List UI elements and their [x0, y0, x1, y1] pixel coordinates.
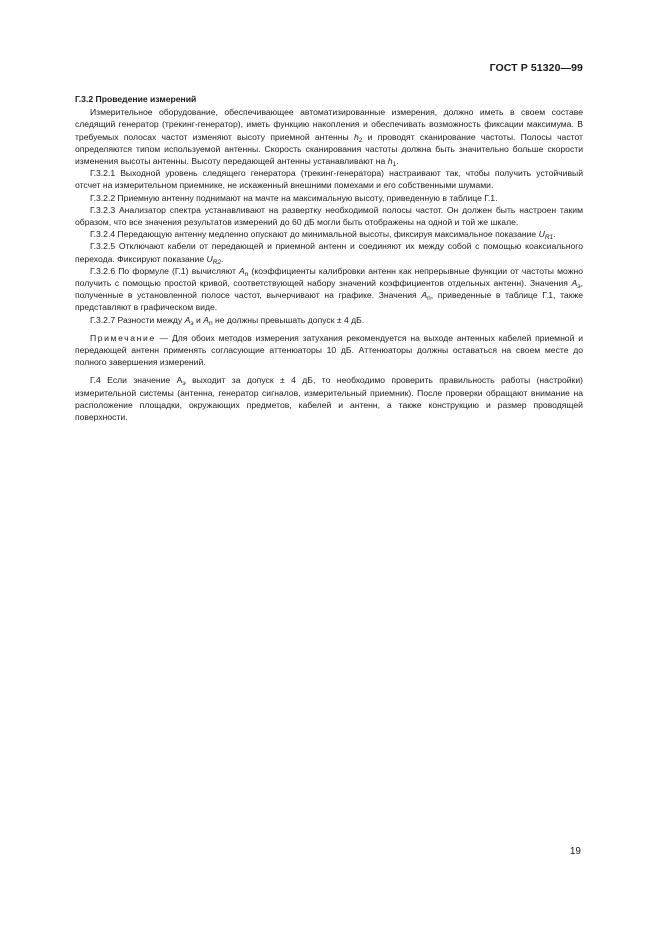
- text-run: , полученные в установленной полосе частот, вычерчивают на графике. Значения: [75, 278, 583, 301]
- text-run: , приведенные в таблице Г.1, также представляют в графическом виде.: [75, 290, 583, 313]
- symbol-a: A: [421, 290, 428, 301]
- text-run: и проводят сканирование частоты. Полосы частот определяются типом используемой антенны. Скорость сканирования частоты должна быть значительно больше скорости изменения высоты антенны. Высоту передающей антенны устанавливают на: [75, 131, 583, 167]
- symbol-h: h: [387, 156, 393, 167]
- paragraph-3-2-4: [75, 228, 583, 240]
- subscript: 2: [358, 136, 363, 144]
- text-run: Г.3.2.7 Разности между: [90, 314, 185, 325]
- symbol-a: A: [239, 265, 245, 276]
- text-run: выходит за допуск ± 4 дБ, то необходимо проверить правильность работы (настройки) измерительной системы (антенна, генератор сигналов, измерительный приемник). После проверки обращают внимание на расположение площадки, окружающих предметов, кабелей и антенн, а также конструкцию и размер проводящей поверхности.: [75, 375, 583, 423]
- text-run: .: [396, 156, 399, 167]
- subscript: 1: [392, 161, 397, 169]
- text-run: Измерительное оборудование, обеспечивающее автоматизированные измерения, должно иметь в своем составе следящий генератор (трекинг-генератор), иметь функцию накопления и обеспечивать возможность фиксации максимума. В требуемых полосах частот изменяют высоту приемной антенны: [75, 107, 583, 142]
- paragraph-3-2-6: [75, 265, 583, 314]
- text-run: и: [193, 314, 204, 325]
- subscript: n: [244, 270, 249, 278]
- text-run: (коэффициенты калибровки антенн как непрерывные функции от частоты можно получить с помощью простой кривой, соответствующей набору значений коэффициентов отдельных антенн). Значения: [75, 265, 583, 289]
- note-text: — Для обоих методов измерения затухания рекомендуется на выходе антенных кабелей приемной и передающей антенн применять согласующие аттенюаторы 10 дБ. Аттенюаторы должны оставаться на своем месте до полного завершения измерений.: [75, 332, 583, 368]
- text-run: не должны превышать допуск ± 4 дБ.: [212, 314, 365, 325]
- symbol-a: A: [571, 278, 578, 289]
- subscript: э: [577, 283, 581, 291]
- section-heading: Г.3.2 Проведение измерений: [75, 94, 197, 104]
- paragraph-g4: [75, 374, 583, 423]
- paragraph-3-2-1: Г.3.2.1 Выходной уровень следящего генератора (трекинг-генератора) настраивают так, чтобы получить устойчивый отсчет на измерительном приемнике, не искаженный внешними помехами и его собственными шумами.: [75, 168, 583, 191]
- note-paragraph: [75, 332, 583, 369]
- subscript: R2: [212, 258, 222, 266]
- paragraph-3-2-3: Г.3.2.3 Анализатор спектра устанавливают на развертку необходимой полосы частот. Он должен быть настроен таким образом, что все значения результатов измерений до 60 дБ могли быть отображены на одной и той же шкале.: [75, 204, 583, 228]
- paragraph-3-2-7: [75, 314, 583, 326]
- subscript: n: [427, 295, 431, 303]
- text-run: Г.3.2.6 По формуле (Г.1) вычисляют: [90, 265, 240, 276]
- text-run: Г.3.2.5 Отключают кабели от передающей и приемной антенн и соединяют их между собой с помощью коаксиального перехода. Фиксируют показание: [75, 241, 583, 264]
- subscript: R1: [544, 234, 554, 242]
- subscript: n: [208, 319, 213, 327]
- symbol-u: U: [538, 229, 545, 240]
- symbol-a: A: [184, 314, 191, 325]
- text-run: .: [553, 229, 556, 240]
- document-header: ГОСТ Р 51320—99: [489, 62, 583, 74]
- paragraph-intro: [75, 106, 583, 167]
- paragraph-3-2-2: Г.3.2.2 Приемную антенну поднимают на мачте на максимальную высоту, приведенную в таблице Г.1.: [90, 192, 498, 203]
- subscript: э: [182, 380, 186, 388]
- subscript: э: [190, 319, 194, 327]
- text-run: Г.3.2.4 Передающую антенну медленно опускают до минимальной высоты, фиксируя максимальное показание: [90, 229, 539, 240]
- symbol-u: U: [206, 253, 213, 264]
- document-body: [75, 93, 583, 423]
- symbol-a: A: [203, 314, 209, 325]
- symbol-h: h: [354, 131, 359, 142]
- paragraph-3-2-5: [75, 240, 583, 264]
- note-label: Примечание: [90, 332, 156, 343]
- text-run: .: [221, 253, 224, 264]
- text-run: Г.4 Если значение А: [90, 375, 183, 386]
- page-number: 19: [569, 846, 581, 857]
